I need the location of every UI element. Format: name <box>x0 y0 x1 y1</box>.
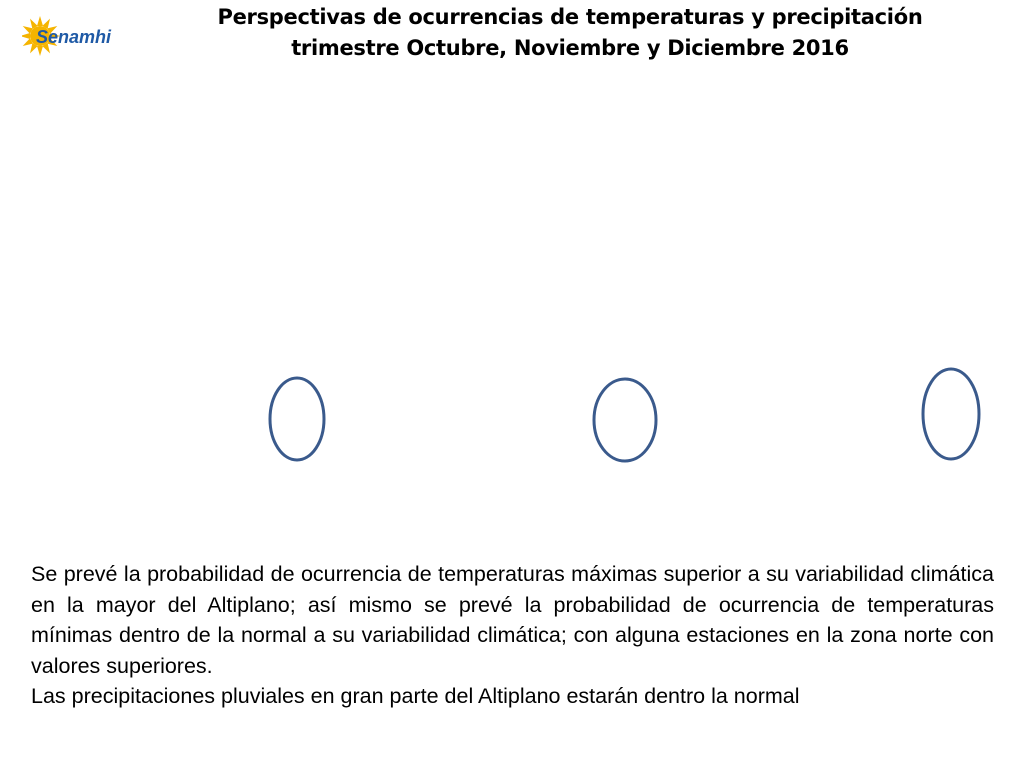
logo-text: Senamhi <box>36 27 112 47</box>
sun-icon <box>22 10 132 62</box>
oval-marker-1 <box>270 378 324 460</box>
page-title <box>140 2 1000 64</box>
paragraph-precipitation: Las precipitaciones pluviales en gran parte del Altiplano estarán dentro la normal <box>31 684 800 708</box>
senamhi-logo <box>22 10 132 62</box>
oval-marker-3 <box>923 369 979 459</box>
paragraph-temperatures: Se prevé la probabilidad de ocurrencia de temperaturas máximas superior a su variabilidad climática en la mayor del Altiplano; así mismo se prevé la probabilidad de ocurrencia de temperaturas mínimas dentro de la normal a su variabilidad climática; con alguna estaciones en la zona norte con valores superiores. <box>31 562 994 678</box>
description-text <box>31 559 994 712</box>
title-line-2: trimestre Octubre, Noviembre y Diciembre 2016 <box>291 36 849 60</box>
oval-marker-2 <box>594 379 656 461</box>
title-line-1: Perspectivas de ocurrencias de temperaturas y precipitación <box>217 5 923 29</box>
